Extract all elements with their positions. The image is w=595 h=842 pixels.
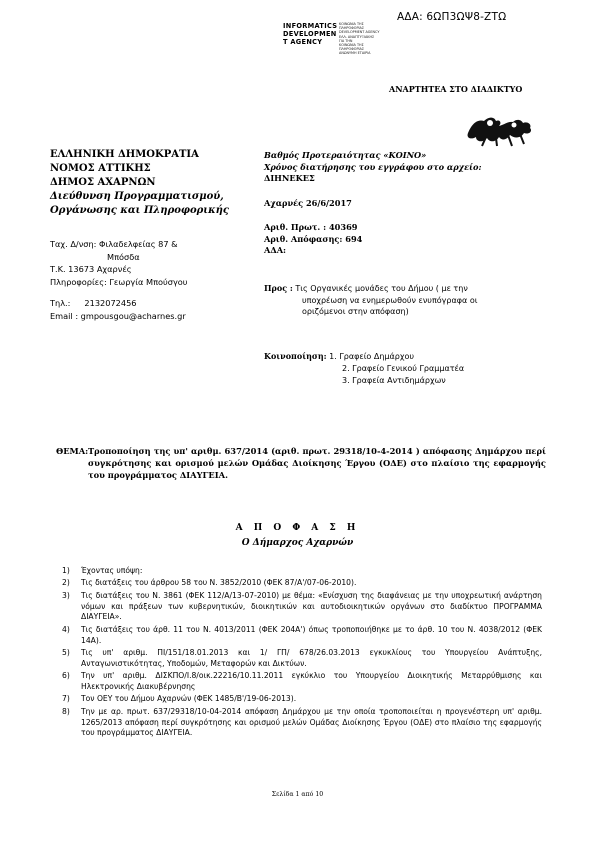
ida-logo-subtext: ΚΟΙΝΩΝΙΑ ΤΗΣ ΠΛΗΡΟΦΟΡΙΑΣ DEVELOPMENT AGENCY ΕΛΛ. ΑΝΑΠΤΥΞΙΑΚΗΣ ΓΙΑ ΤΗΝ ΚΟΙΝΩΝΙΑ ΤΗΣ ΠΛΗΡΟΦΟΡΙΑΣ ΑΝΩΝΥΜΗ ΕΤΑΙΡΙΑ — [339, 22, 380, 56]
notification-item: 2. Γραφείο Γενικού Γραμματέα — [342, 364, 465, 373]
postal-code: Τ.Κ. 13673 Αχαρνές — [50, 264, 132, 274]
org-line: Οργάνωσης και Πληροφορικής — [50, 205, 229, 216]
document-meta — [264, 150, 564, 257]
subject-text: Τροποποίηση της υπ' αριθμ. 637/2014 (αριθ. πρωτ. 29318/10-4-2014 ) απόφασης Δημάρχου περί συγκρότησης και ορισμού μελών Ομάδας Διοίκησης Έργου (ΟΔΕ) στο πλαίσιο της εφαρμογής του προγράμματος ΔΙΑΥΓΕΙΑ. — [88, 446, 546, 480]
org-line: ΝΟΜΟΣ ΑΤΤΙΚΗΣ — [50, 163, 151, 174]
list-text: Τις διατάξεις του άρθ. 11 του Ν. 4013/2011 (ΦΕΚ 204Α') όπως τροποποιήθηκε με το άρθ. 10 του Ν. 4038/2012 (ΦΕΚ 14Α). — [81, 624, 542, 645]
list-number: 2) — [62, 578, 70, 588]
list-item — [62, 566, 542, 577]
ida-logo-line: DEVELOPMEN — [283, 30, 337, 38]
phone-number: 2132072456 — [84, 298, 137, 308]
list-text: Την με αρ. πρωτ. 637/29318/10-04-2014 απόφαση Δημάρχου με την οποία τροποποιείται η προγενέστερη υπ' αριθμ. 1265/2013 απόφαση περί συγκρότησης και ορισμού μελών Ομάδας Διοίκησης Έργου (ΟΔΕ) στο πλαίσιο της εφαρμογής του προγράμματος ΔΙΑΥΓΕΙΑ. — [81, 706, 542, 738]
ida-logo-line: INFORMATICS — [283, 22, 338, 30]
phone-label: Τηλ.: — [50, 298, 71, 308]
notification-list — [264, 350, 554, 387]
document-date: Αχαρνές 26/6/2017 — [264, 197, 352, 208]
considerations-list — [62, 566, 542, 741]
org-line: ΔΗΜΟΣ ΑΧΑΡΝΩΝ — [50, 177, 156, 188]
notification-item: 1. Γραφείο Δημάρχου — [329, 352, 414, 361]
decision-subtitle: Ο Δήμαρχος Αχαρνών — [241, 538, 354, 548]
list-number: 8) — [62, 706, 70, 716]
page-footer: Σελίδα 1 από 10 — [271, 791, 324, 798]
list-item — [62, 694, 542, 705]
list-number: 7) — [62, 694, 70, 704]
address-line: Ταχ. Δ/νση: Φιλαδελφείας 87 & — [50, 239, 178, 249]
list-text: Τις διατάξεις του άρθρου 58 του Ν. 3852/2010 (ΦΕΚ 87/Α'/07-06-2010). — [81, 578, 357, 588]
protocol-number: Αριθ. Πρωτ. : 40369 — [264, 222, 358, 232]
priority: Βαθμός Προτεραιότητας «ΚΟΙΝΟ» — [264, 150, 427, 160]
publish-notice: ΑΝΑΡΤΗΤΕΑ ΣΤΟ ΔΙΑΔΙΚΤΥΟ — [389, 84, 523, 94]
list-text: Τις υπ' αριθμ. ΠΙ/151/18.01.2013 και 1/ ΓΠ/ 678/26.03.2013 εγκυκλίους του Υπουργείου Ανάπτυξης, Ανταγωνιστικότητας, Υποδομών, Μεταφορών και Δικτύων. — [81, 647, 542, 668]
list-number: 4) — [62, 624, 70, 634]
ida-logo — [283, 22, 337, 46]
organisation-block — [50, 148, 250, 218]
list-number: 3) — [62, 590, 70, 600]
list-number: 6) — [62, 671, 70, 681]
address-line: Μπόσδα — [107, 251, 140, 262]
contact-block — [50, 238, 188, 322]
recipients-text: Τις Οργανικές μονάδες του Δήμου ( με την — [295, 284, 468, 293]
list-number: 1) — [62, 566, 70, 575]
email-line: Email : gmpousgou@acharnes.gr — [50, 310, 186, 321]
decision-number: Αριθ. Απόφασης: 694 — [264, 233, 363, 244]
list-text: Τον ΟΕΥ του Δήμου Αχαρνών (ΦΕΚ 1485/Β'/19-06-2013). — [81, 694, 297, 704]
recipients-text: οριζόμενοι στην απόφαση) — [302, 307, 409, 316]
list-text: Την υπ' αριθμ. ΔΙΣΚΠΟ/Ι.8/οικ.22216/10.11.2011 εγκύκλιο του Υπουργείου Διοικητικής Μεταρρύθμισης και Ηλεκτρονικής Διακυβέρνησης — [81, 671, 542, 691]
list-item — [62, 671, 542, 693]
ada-label: ΑΔΑ: — [264, 245, 287, 255]
recipients-label: Προς : — [264, 283, 293, 293]
list-item — [62, 578, 542, 589]
ada-code: ΑΔΑ: 6ΩΠ3ΩΨ8-ΖΤΩ — [397, 11, 507, 23]
recipients — [264, 283, 554, 318]
retention-label: Χρόνος διατήρησης του εγγράφου στο αρχείο: — [264, 161, 482, 172]
municipality-emblem-icon — [466, 113, 536, 151]
subject-label: ΘΕΜΑ: — [56, 446, 89, 456]
notification-item: 3. Γραφεία Αντιδημάρχων — [342, 376, 446, 385]
org-line: Διεύθυνση Προγραμματισμού, — [50, 191, 224, 202]
list-number: 5) — [62, 647, 70, 657]
decision-title: Α Π Ο Φ Α Σ Η — [235, 523, 360, 533]
list-text: Έχοντας υπόψη: — [81, 566, 143, 575]
list-item — [62, 648, 542, 670]
recipients-text: υποχρέωση να ενημερωθούν ενυπόγραφα οι — [302, 295, 478, 305]
ida-logo-line: T AGENCY — [283, 38, 323, 46]
list-item — [62, 625, 542, 647]
org-line: ΕΛΛΗΝΙΚΗ ΔΗΜΟΚΡΑΤΙΑ — [50, 149, 199, 160]
contact-person: Πληροφορίες: Γεωργία Μπούσγου — [50, 276, 188, 287]
phone-line — [50, 297, 188, 310]
list-text: Τις διατάξεις του Ν. 3861 (ΦΕΚ 112/Α/13-07-2010) με θέμα: «Ενίσχυση της διαφάνειας με την υποχρεωτική ανάρτηση νόμων και πράξεων των κυβερνητικών, διοικητικών και αυτοδιοικητικών οργάνων στο διαδίκτυο ΠΡΟΓΡΑΜΜΑ ΔΙΑΥΓΕΙΑ». — [81, 590, 542, 622]
retention-value: ΔΙΗΝΕΚΕΣ — [264, 173, 315, 183]
notification-label: Κοινοποίηση: — [264, 351, 327, 361]
list-item — [62, 591, 542, 623]
list-item — [62, 707, 542, 739]
